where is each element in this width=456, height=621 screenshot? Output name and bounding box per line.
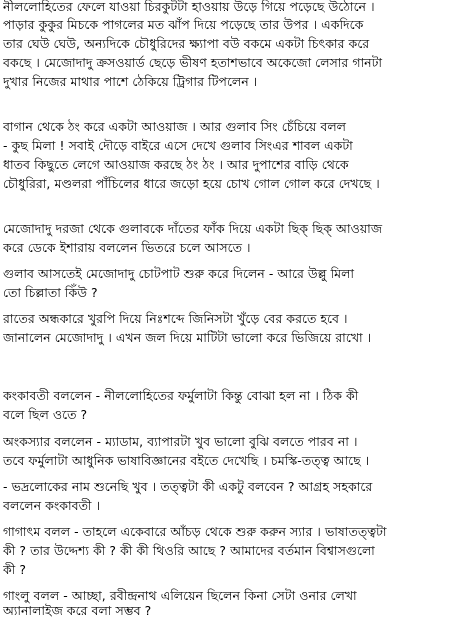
text-line: রাতের অন্ধকারে খুরপি দিয়ে নিঃশব্দে জিনিসটা খুঁড়ে বের করতে হবে । — [3, 311, 348, 326]
text-line: বকছে । মেজোদাদু ক্রসওয়ার্ড ছেড়ে ভীষণ হতাশভাবে অকেজো লেসার গানটা — [3, 55, 383, 70]
text-line: গাগাৎম বলল - তাহলে একেবারে আঁচড় থেকে শুরু করুন স্যার । ভাষাতত্ত্বটা — [3, 524, 387, 539]
text-line: কী ? তার উদ্দেশ্য কী ? কী কী থিওরি আছে ? আমাদের বর্তমান বিশ্বাসগুলো — [3, 543, 375, 558]
text-line: কী ? — [3, 562, 27, 577]
text-line: জানালেন মেজোদাদু । এখন জল দিয়ে মাটিটা ভালো করে ভিজিয়ে রাখো । — [3, 330, 372, 345]
text-line: বাগান থেকে ঠং করে একটা আওয়াজ । আর গুলাব সিং চেঁচিয়ে বলল — [3, 119, 346, 134]
text-line: ধাতব কিছুতে লেগে আওয়াজ করছে ঠং ঠং । আর দুপাশের বাড়ি থেকে — [3, 157, 349, 172]
text-line: গুলাব আসতেই মেজোদাদু চোটপাট শুরু করে দিলেন - আরে উল্লু মিলা — [3, 266, 355, 281]
text-line: বললেন কংকাবতী । — [3, 498, 101, 513]
text-line: মেজোদাদু দরজা থেকে গুলাবকে দাঁতের ফাঁক দিয়ে একটা ছিক্ ছিক্ আওয়াজ — [3, 221, 382, 236]
text-line: চৌধুরিরা, মণ্ডলরা পাঁচিলের ধারে জড়ো হয়ে চোখ গোল গোল করে দেখছে । — [3, 176, 380, 191]
text-line: তবে ফর্মুলাটা আধুনিক ভাষাবিজ্ঞানের বইতে দেখেছি । চমস্কি-তত্ত্ব আছে । — [3, 453, 370, 468]
text-line: - ভদ্রলোকের নাম শুনেছি খুব । তত্ত্বটা কী একটু বলবেন ? আগ্রহ সহকারে — [3, 479, 373, 494]
text-line: তার ঘেউ ঘেউ, অন্যদিকে চৌধুরিদের ক্ষ্যাপা বউ বকমে একটা চিৎকার করে — [3, 36, 370, 51]
text-line: পাড়ার কুকুর মিচকে পাগলের মত ঝাঁপ দিয়ে পড়েছে তার উপর । একদিকে — [3, 17, 364, 32]
text-line: করে ডেকে ইশারায় বললেন ভিতরে চলে আসতে । — [3, 240, 251, 255]
text-line: নীললোহিতের ফেলে যাওয়া চিরকুটটা হাওয়ায় উড়ে গিয়ে পড়েছে উঠোনে । — [3, 0, 375, 14]
text-line: কংকাবতী বললেন - নীললোহিতের ফর্মুলাটা কিন্তু বোঝা হল না । ঠিক কী — [3, 388, 359, 403]
text-line: - কুছ মিলা ! সবাই দৌড়ে বাইরে এসে দেখে গুলাব সিংএর শাবল একটা — [3, 138, 353, 153]
text-line: অংকস্যার বললেন - ম্যাডাম, ব্যাপারটা খুব ভালো বুঝি বলতে পারব না । — [3, 434, 358, 449]
text-line: গাংলু বলল - আচ্ছা, রবীন্দ্রনাথ এলিয়েন ছিলেন কিনা সেটা ওনার লেখা — [3, 588, 357, 603]
text-line: অ্যানালাইজ করে বলা সম্ভব ? — [3, 603, 152, 618]
text-line: তো চিল্লাতা কিঁউ ? — [3, 285, 98, 300]
text-line: দুখার নিজের মাথার পাশে ঠেকিয়ে ট্রিগার টিপলেন । — [3, 74, 258, 89]
text-line: বলে ছিল ওতে ? — [3, 407, 88, 422]
